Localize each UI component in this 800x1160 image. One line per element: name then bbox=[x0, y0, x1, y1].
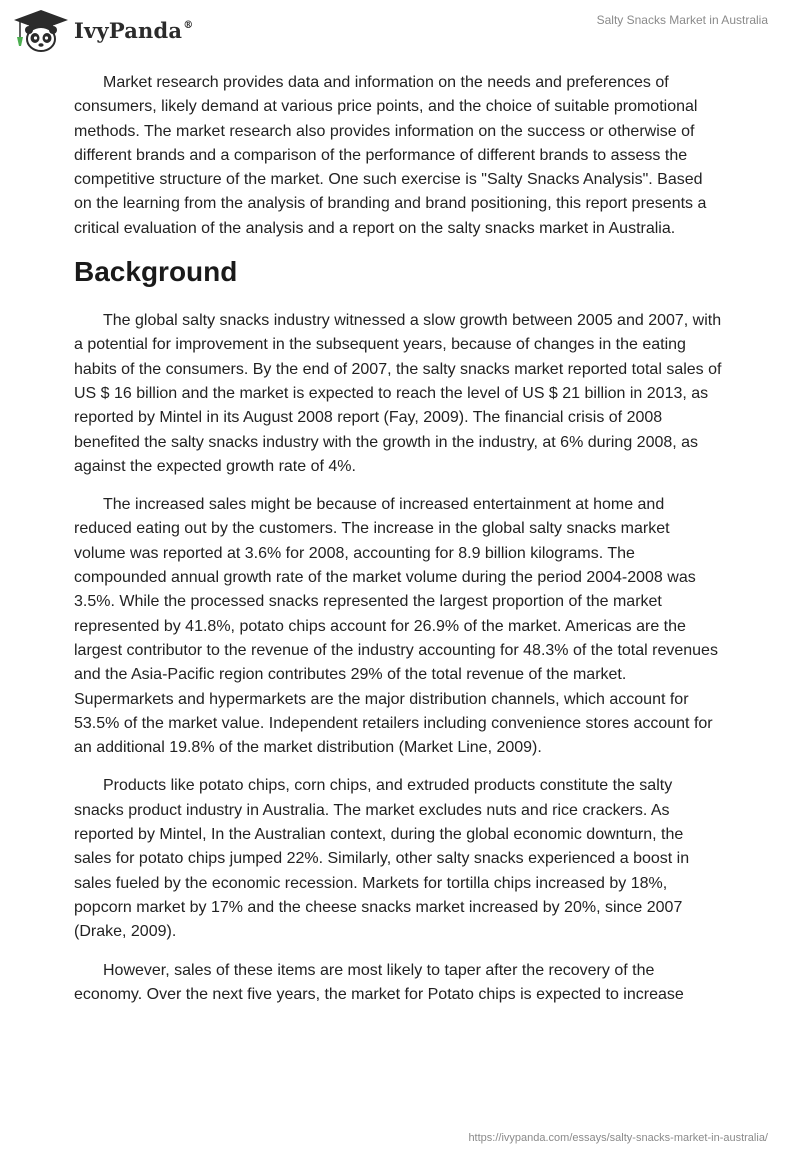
paragraph-australia-products: Products like potato chips, corn chips, and extruded products constitute the salty snacks product industry in Australia. The market excludes nuts and rice crackers. As reported by Mintel, In the Australian context, during the global economic downturn, the sales for potato chips jumped 22%. Similarly, other salty snacks experienced a boost in sales fueled by the economic recession. Markets for tortilla chips increased by 18%, popcorn market by 17% and the cheese snacks market increased by 20%, since 2007 (Drake, 2009). bbox=[74, 777, 690, 941]
source-url[interactable]: https://ivypanda.com/essays/salty-snacks-market-in-australia/ bbox=[468, 1132, 768, 1144]
panda-graduate-icon bbox=[12, 8, 70, 52]
page-header bbox=[0, 0, 800, 60]
logo-wordmark: IvyPanda® bbox=[74, 17, 194, 43]
ivypanda-logo[interactable] bbox=[12, 8, 193, 52]
paragraph-outlook: However, sales of these items are most likely to taper after the recovery of the economy. Over the next five years, the market for Potato chips is expected to increase bbox=[74, 961, 684, 1003]
paragraph-global-industry: The global salty snacks industry witnessed a slow growth between 2005 and 2007, with a potential for improvement in the subsequent years, because of changes in the eating habits of the consumers. By the end of 2007, the salty snacks market reported total sales of US $ 16 billion and the market is expected to reach the level of US $ 21 billion in 2013, as reported by Mintel in its August 2008 report (Fay, 2009). The financial crisis of 2008 benefited the salty snacks industry with the growth in the industry, at 6% during 2008, as against the expected growth rate of 4%. bbox=[74, 312, 722, 475]
heading-background: Background bbox=[74, 256, 238, 288]
essay-content bbox=[74, 71, 724, 1021]
paragraph-intro: Market research provides data and information on the needs and preferences of consumers, likely demand at various price points, and the choice of suitable promotional methods. The market research also provides information on the success or otherwise of different brands and a comparison of the performance of different brands to assess the competitive structure of the market. One such exercise is "Salty Snacks Analysis". Based on the learning from the analysis of branding and brand positioning, this report presents a critical evaluation of the analysis and a report on the salty snacks market in Australia. bbox=[74, 74, 707, 237]
paragraph-market-volume: The increased sales might be because of increased entertainment at home and reduced eating out by the customers. The increase in the global salty snacks market volume was reported at 3.6% for 2008, accounting for 8.9 billion kilograms. The compounded annual growth rate of the market volume during the period 2004-2008 was 3.5%. While the processed snacks represented the largest proportion of the market represented by 41.8%, potato chips account for 26.9% of the market. Americas are the largest contributor to the revenue of the industry accounting for 48.3% of the total revenues and the Asia-Pacific region contributes 29% of the total revenue of the market. Supermarkets and hypermarkets are the major distribution channels, which account for 53.5% of the market value. Independent retailers including convenience stores account for an additional 19.8% of the market distribution (Market Line, 2009). bbox=[74, 496, 718, 757]
document-title: Salty Snacks Market in Australia bbox=[596, 13, 768, 27]
